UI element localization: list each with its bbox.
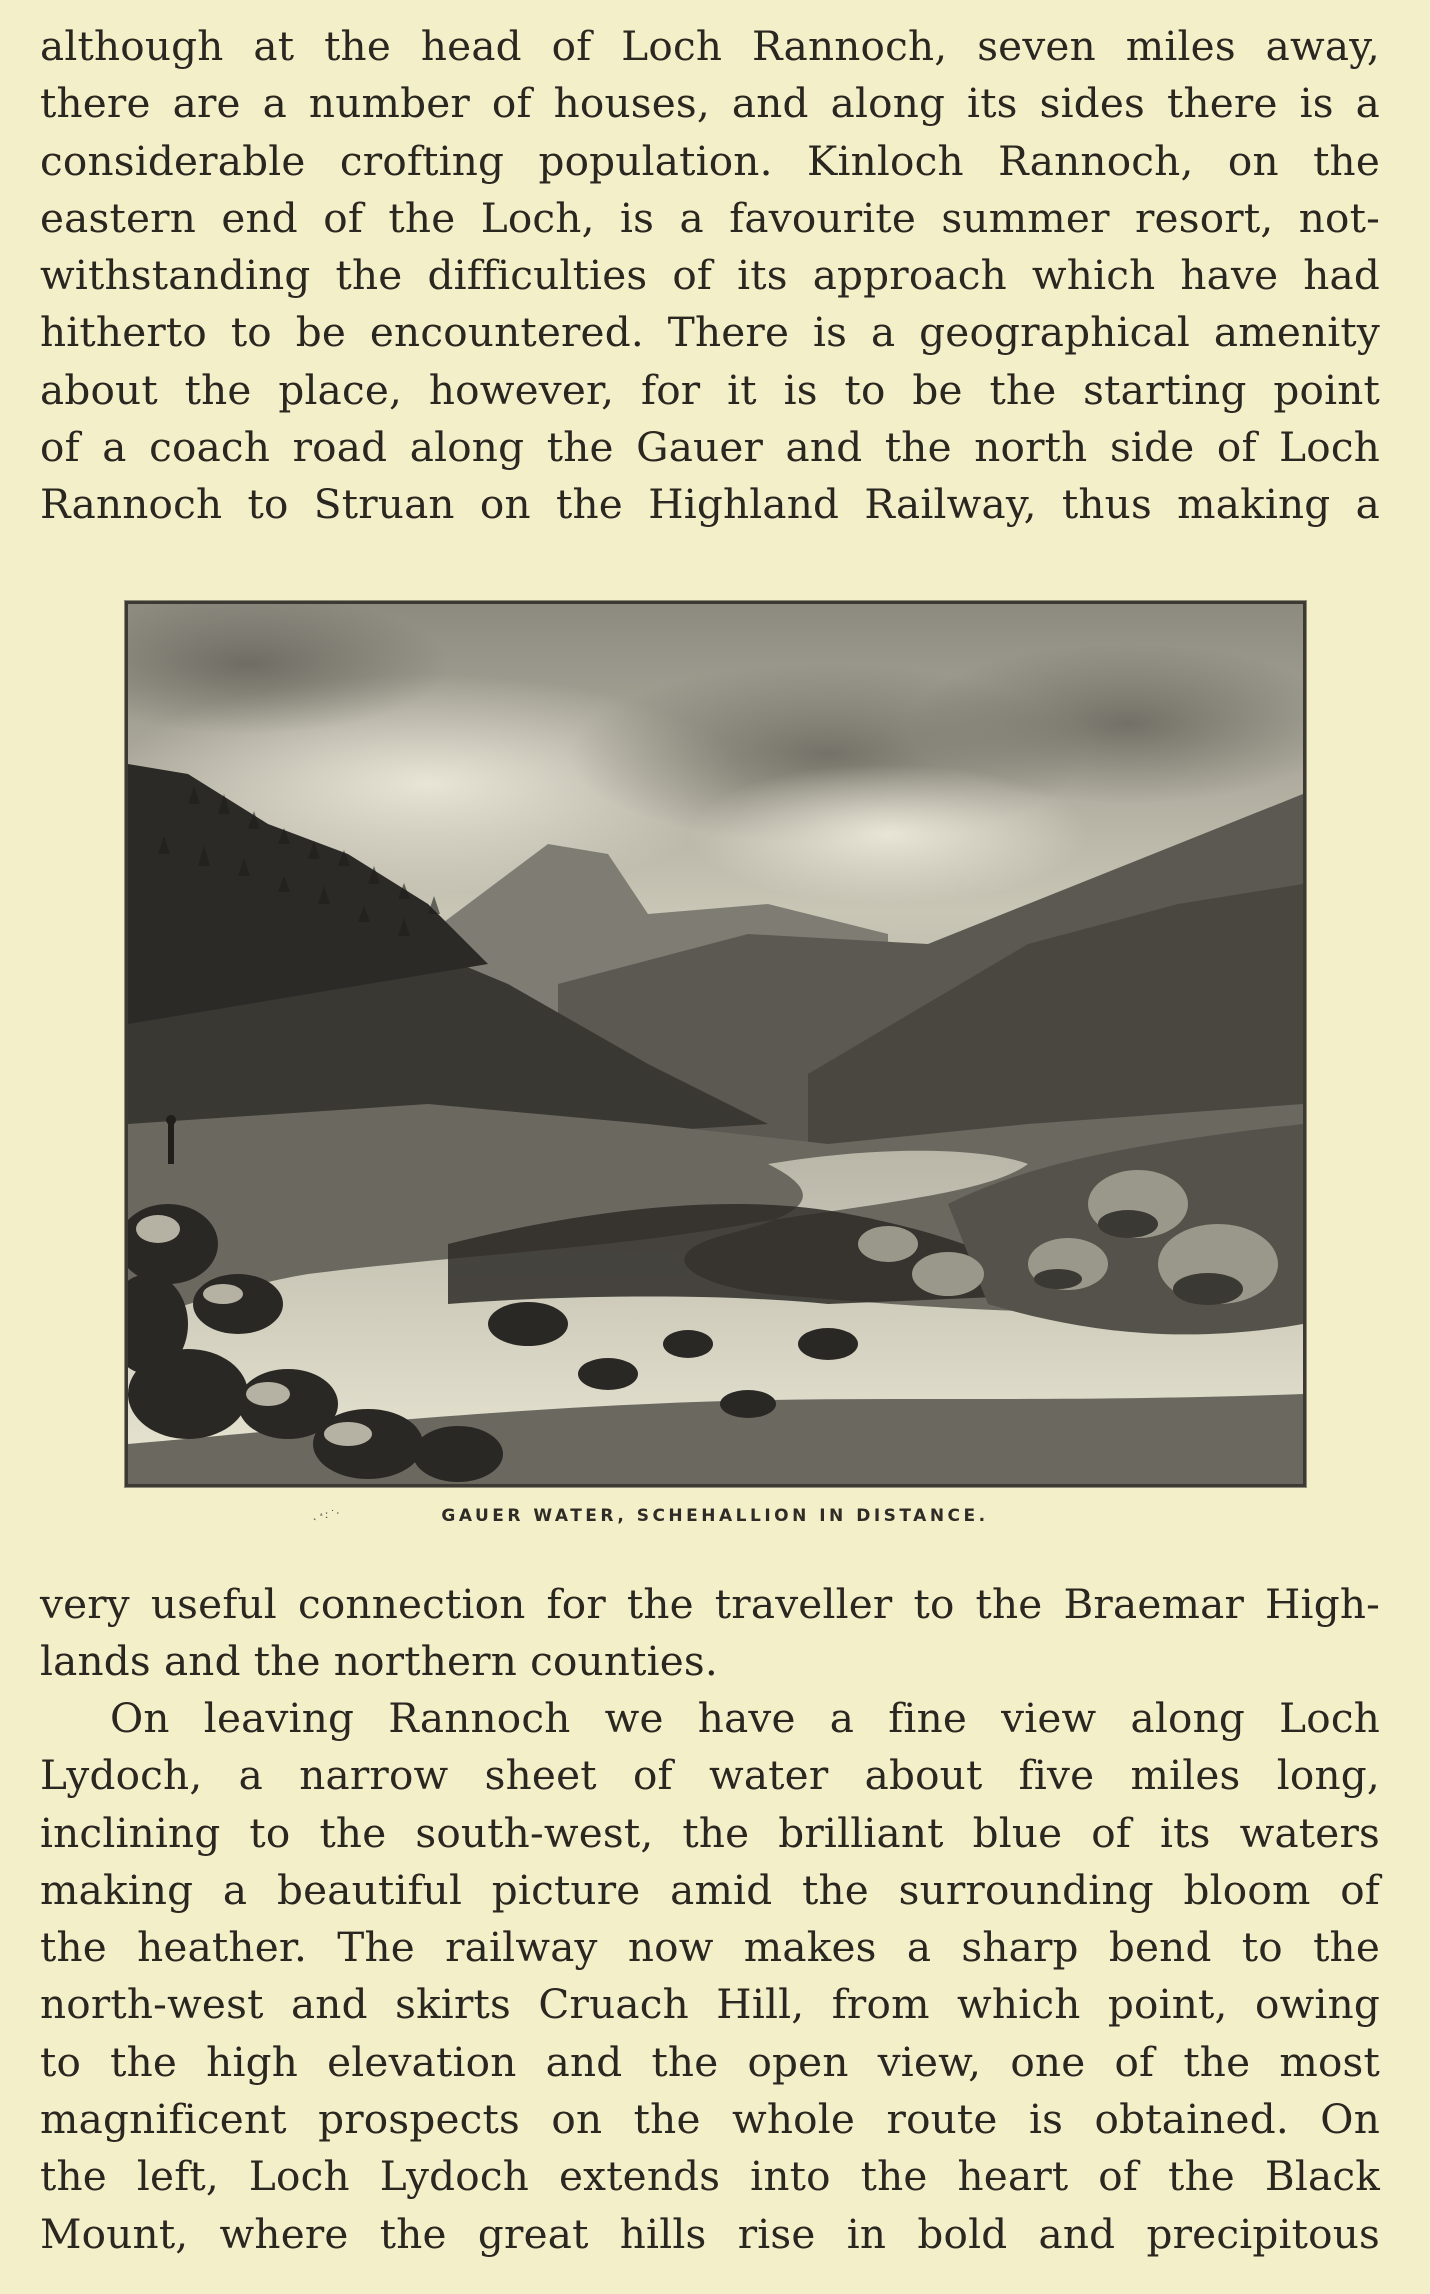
text-line: the left, Loch Lydoch extends into the heart of the Black — [40, 2152, 1380, 2201]
paragraph-top — [40, 18, 1380, 534]
landscape-illustration — [128, 604, 1303, 1484]
text-line: inclining to the south-west, the brilliant blue of its waters — [40, 1808, 1380, 1857]
text-line: about the place, however, for it is to be the starting point — [40, 365, 1380, 414]
text-line: withstanding the difficulties of its approach which have had — [40, 251, 1380, 300]
text-line: Rannoch to Struan on the Highland Railway, thus making a — [40, 480, 1380, 529]
text-line: lands and the northern counties. — [40, 1637, 718, 1686]
text-line: very useful connection for the traveller to the Braemar High- — [40, 1580, 1380, 1628]
text-line: magnificent prospects on the whole route is obtained. On — [40, 2095, 1380, 2144]
text-line: of a coach road along the Gauer and the north side of Loch — [40, 423, 1380, 472]
text-line: Lydoch, a narrow sheet of water about five miles long, — [40, 1751, 1380, 1800]
text-line: On leaving Rannoch we have a fine view along Loch — [110, 1694, 1380, 1742]
text-line: hitherto to be encountered. There is a geographical amenity — [40, 308, 1380, 357]
figure-mark: ˛˔ː˙ˑ — [312, 1508, 341, 1521]
text-line: making a beautiful picture amid the surrounding bloom of — [40, 1865, 1380, 1914]
paragraph-bottom — [40, 1690, 1380, 2263]
text-line: to the high elevation and the open view, one of the most — [40, 2037, 1380, 2086]
text-line: although at the head of Loch Rannoch, seven miles away, — [40, 22, 1380, 70]
landscape-illustration-art — [128, 604, 1303, 1484]
text-line: north-west and skirts Cruach Hill, from which point, owing — [40, 1980, 1380, 2029]
paragraph-mid — [40, 1576, 1380, 1691]
text-line: the heather. The railway now makes a sharp bend to the — [40, 1923, 1380, 1972]
text-line: eastern end of the Loch, is a favourite summer resort, not- — [40, 193, 1380, 242]
text-line: Mount, where the great hills rise in bold and precipitous — [40, 2209, 1380, 2258]
text-line: considerable crofting population. Kinloch Rannoch, on the — [40, 136, 1380, 185]
figure-caption: GAUER WATER, SCHEHALLION IN DISTANCE. — [441, 1506, 989, 1526]
text-line: there are a number of houses, and along its sides there is a — [40, 79, 1380, 128]
